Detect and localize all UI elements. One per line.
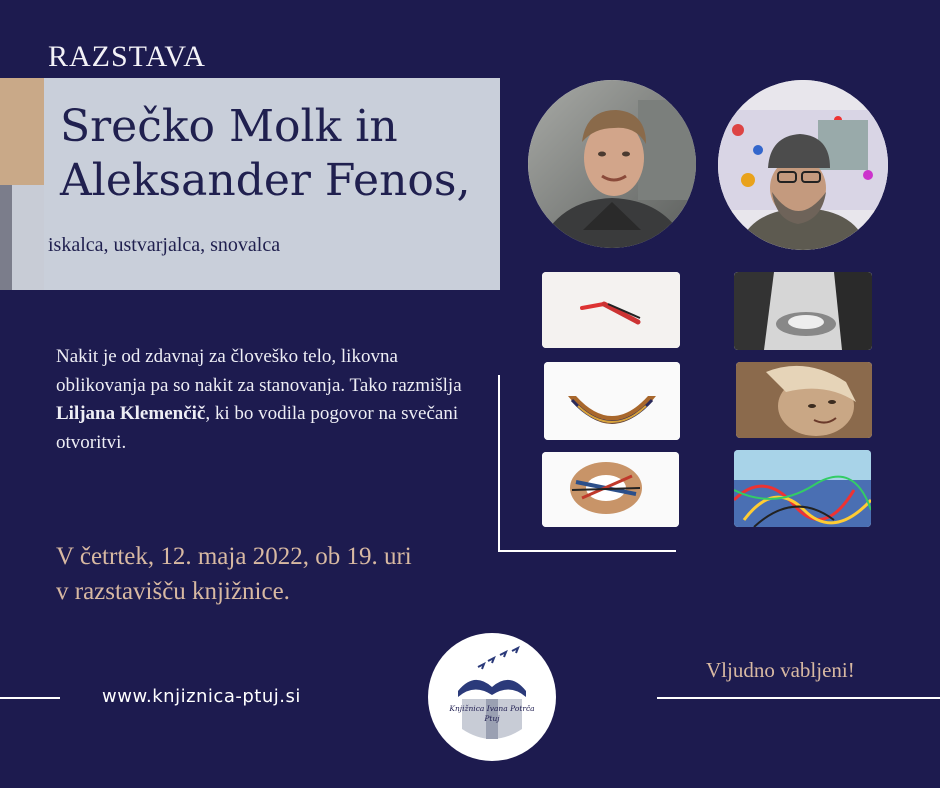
description-part-1: Nakit je od zdavnaj za človeško telo, likovna oblikovanja pa so nakit za stanovanja. Tako razmišlja bbox=[56, 346, 462, 396]
event-location-line: v razstavišču knjižnice. bbox=[56, 577, 290, 605]
portrait-srecko-molk bbox=[528, 80, 696, 248]
jewelry-photo-2 bbox=[544, 362, 680, 440]
title-line-1: Srečko Molk in bbox=[60, 101, 398, 152]
moderator-name: Liljana Klemenčič bbox=[56, 403, 206, 424]
artwork-photo-1 bbox=[734, 272, 872, 350]
event-datetime bbox=[56, 540, 486, 609]
jewelry-photo-3 bbox=[542, 452, 679, 527]
footer-right-line bbox=[657, 697, 940, 699]
footer-left-line bbox=[0, 697, 60, 699]
logo-text-line-2: Ptuj bbox=[484, 714, 500, 723]
artwork-photo-2 bbox=[736, 362, 872, 438]
portrait-aleksander-fenos bbox=[718, 80, 888, 250]
description-part-2: , ki bo vodila pogovor na svečani otvoritvi. bbox=[56, 403, 459, 453]
exhibition-subtitle: iskalca, ustvarjalca, snovalca bbox=[48, 234, 281, 256]
decorative-tan-bar bbox=[0, 78, 44, 185]
exhibition-label: RAZSTAVA bbox=[48, 40, 206, 73]
jewelry-photo-1 bbox=[542, 272, 680, 348]
website-link[interactable]: www.knjiznica-ptuj.si bbox=[102, 686, 301, 707]
invitation-text: Vljudno vabljeni! bbox=[706, 658, 855, 682]
description-text bbox=[56, 343, 486, 457]
decorative-horizontal-line bbox=[498, 550, 676, 552]
artwork-photo-3 bbox=[734, 450, 871, 527]
library-logo bbox=[428, 633, 556, 761]
decorative-vertical-line bbox=[498, 375, 500, 552]
logo-text-line-1: Knjižnica Ivana Potrča bbox=[449, 704, 535, 713]
event-date-line: V četrtek, 12. maja 2022, ob 19. uri bbox=[56, 543, 412, 570]
title-line-2: Aleksander Fenos, bbox=[60, 155, 471, 207]
decorative-dark-bar bbox=[0, 185, 12, 290]
exhibition-title bbox=[60, 100, 500, 208]
